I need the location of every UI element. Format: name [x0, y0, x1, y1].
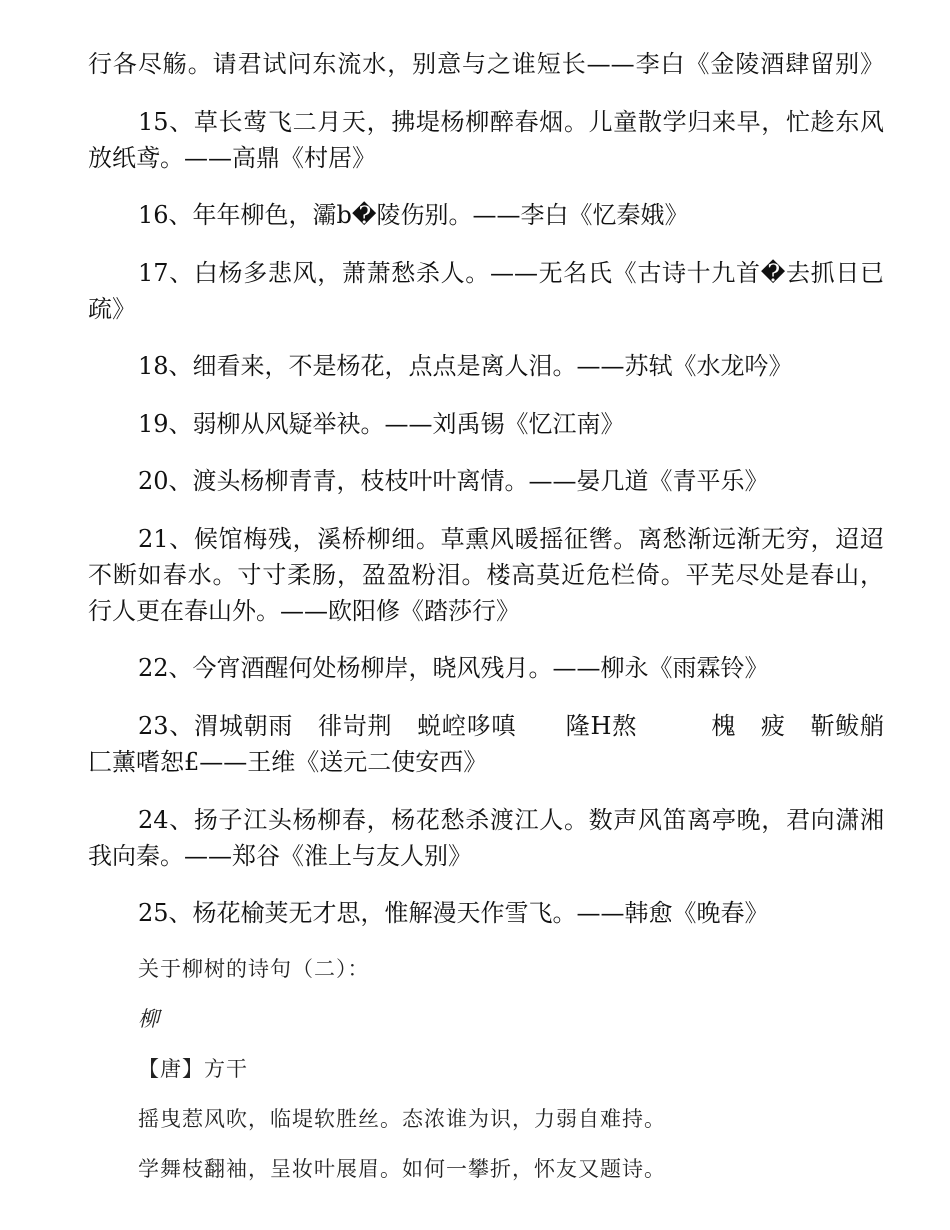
poem-18: 18、细看来，不是杨花，点点是离人泪。——苏轼《水龙吟》: [138, 352, 793, 380]
poem-title: 柳: [138, 1007, 160, 1031]
poem-24-line-1: 24、扬子江头杨柳春，杨花愁杀渡江人。数声风笛离亭晚，君向潇湘: [138, 806, 884, 834]
poem-16: 16、年年柳色，灞b�陵伤别。——李白《忆秦娥》: [138, 201, 689, 229]
poem-15-line-2: 放纸鸢。——高鼎《村居》: [88, 144, 376, 172]
poem-15-line-1: 15、草长莺飞二月天，拂堤杨柳醉春烟。儿童散学归来早，忙趁东风: [138, 108, 884, 136]
poem-body-line-1: 摇曳惹风吹，临堤软胜丝。态浓谁为识，力弱自难持。: [138, 1107, 666, 1131]
poem-20: 20、渡头杨柳青青，枝枝叶叶离情。——晏几道《青平乐》: [138, 467, 769, 495]
poem-body-line-2: 学舞枝翻袖，呈妆叶展眉。如何一攀折，怀友又题诗。: [138, 1157, 666, 1181]
poem-21-line-2: 不断如春水。寸寸柔肠，盈盈粉泪。楼高莫近危栏倚。平芜尽处是春山，: [88, 561, 884, 589]
poem-line-14-cont: 行各尽觞。请君试问东流水，别意与之谁短长——李白《金陵酒肆留别》: [88, 50, 884, 78]
poem-23-line-1: 23、渭城朝雨 徘岢荆 蜕崆哆嗔 隆H熬 槐 疲 靳鲅艄: [138, 712, 884, 740]
section-heading: 关于柳树的诗句（二）：: [138, 957, 370, 981]
poem-22: 22、今宵酒醒何处杨柳岸，晓风残月。——柳永《雨霖铃》: [138, 654, 769, 682]
poem-24-line-2: 我向秦。——郑谷《淮上与友人别》: [88, 842, 472, 870]
poem-21-line-1: 21、候馆梅残，溪桥柳细。草熏风暖摇征辔。离愁渐远渐无穷，迢迢: [138, 525, 884, 553]
poem-17-line-2: 疏》: [88, 295, 136, 323]
poem-17-line-1: 17、白杨多悲风，萧萧愁杀人。——无名氏《古诗十九首�去抓日已: [138, 259, 884, 287]
poem-25: 25、杨花榆荚无才思，惟解漫天作雪飞。——韩愈《晚春》: [138, 899, 769, 927]
poem-author: 【唐】方干: [138, 1057, 248, 1081]
poem-19: 19、弱柳从风疑举袂。——刘禹锡《忆江南》: [138, 410, 625, 438]
poem-21-line-3: 行人更在春山外。——欧阳修《踏莎行》: [88, 597, 520, 625]
poem-23-line-2: 匚薰嗜恕£——王维《送元二使安西》: [88, 748, 488, 776]
